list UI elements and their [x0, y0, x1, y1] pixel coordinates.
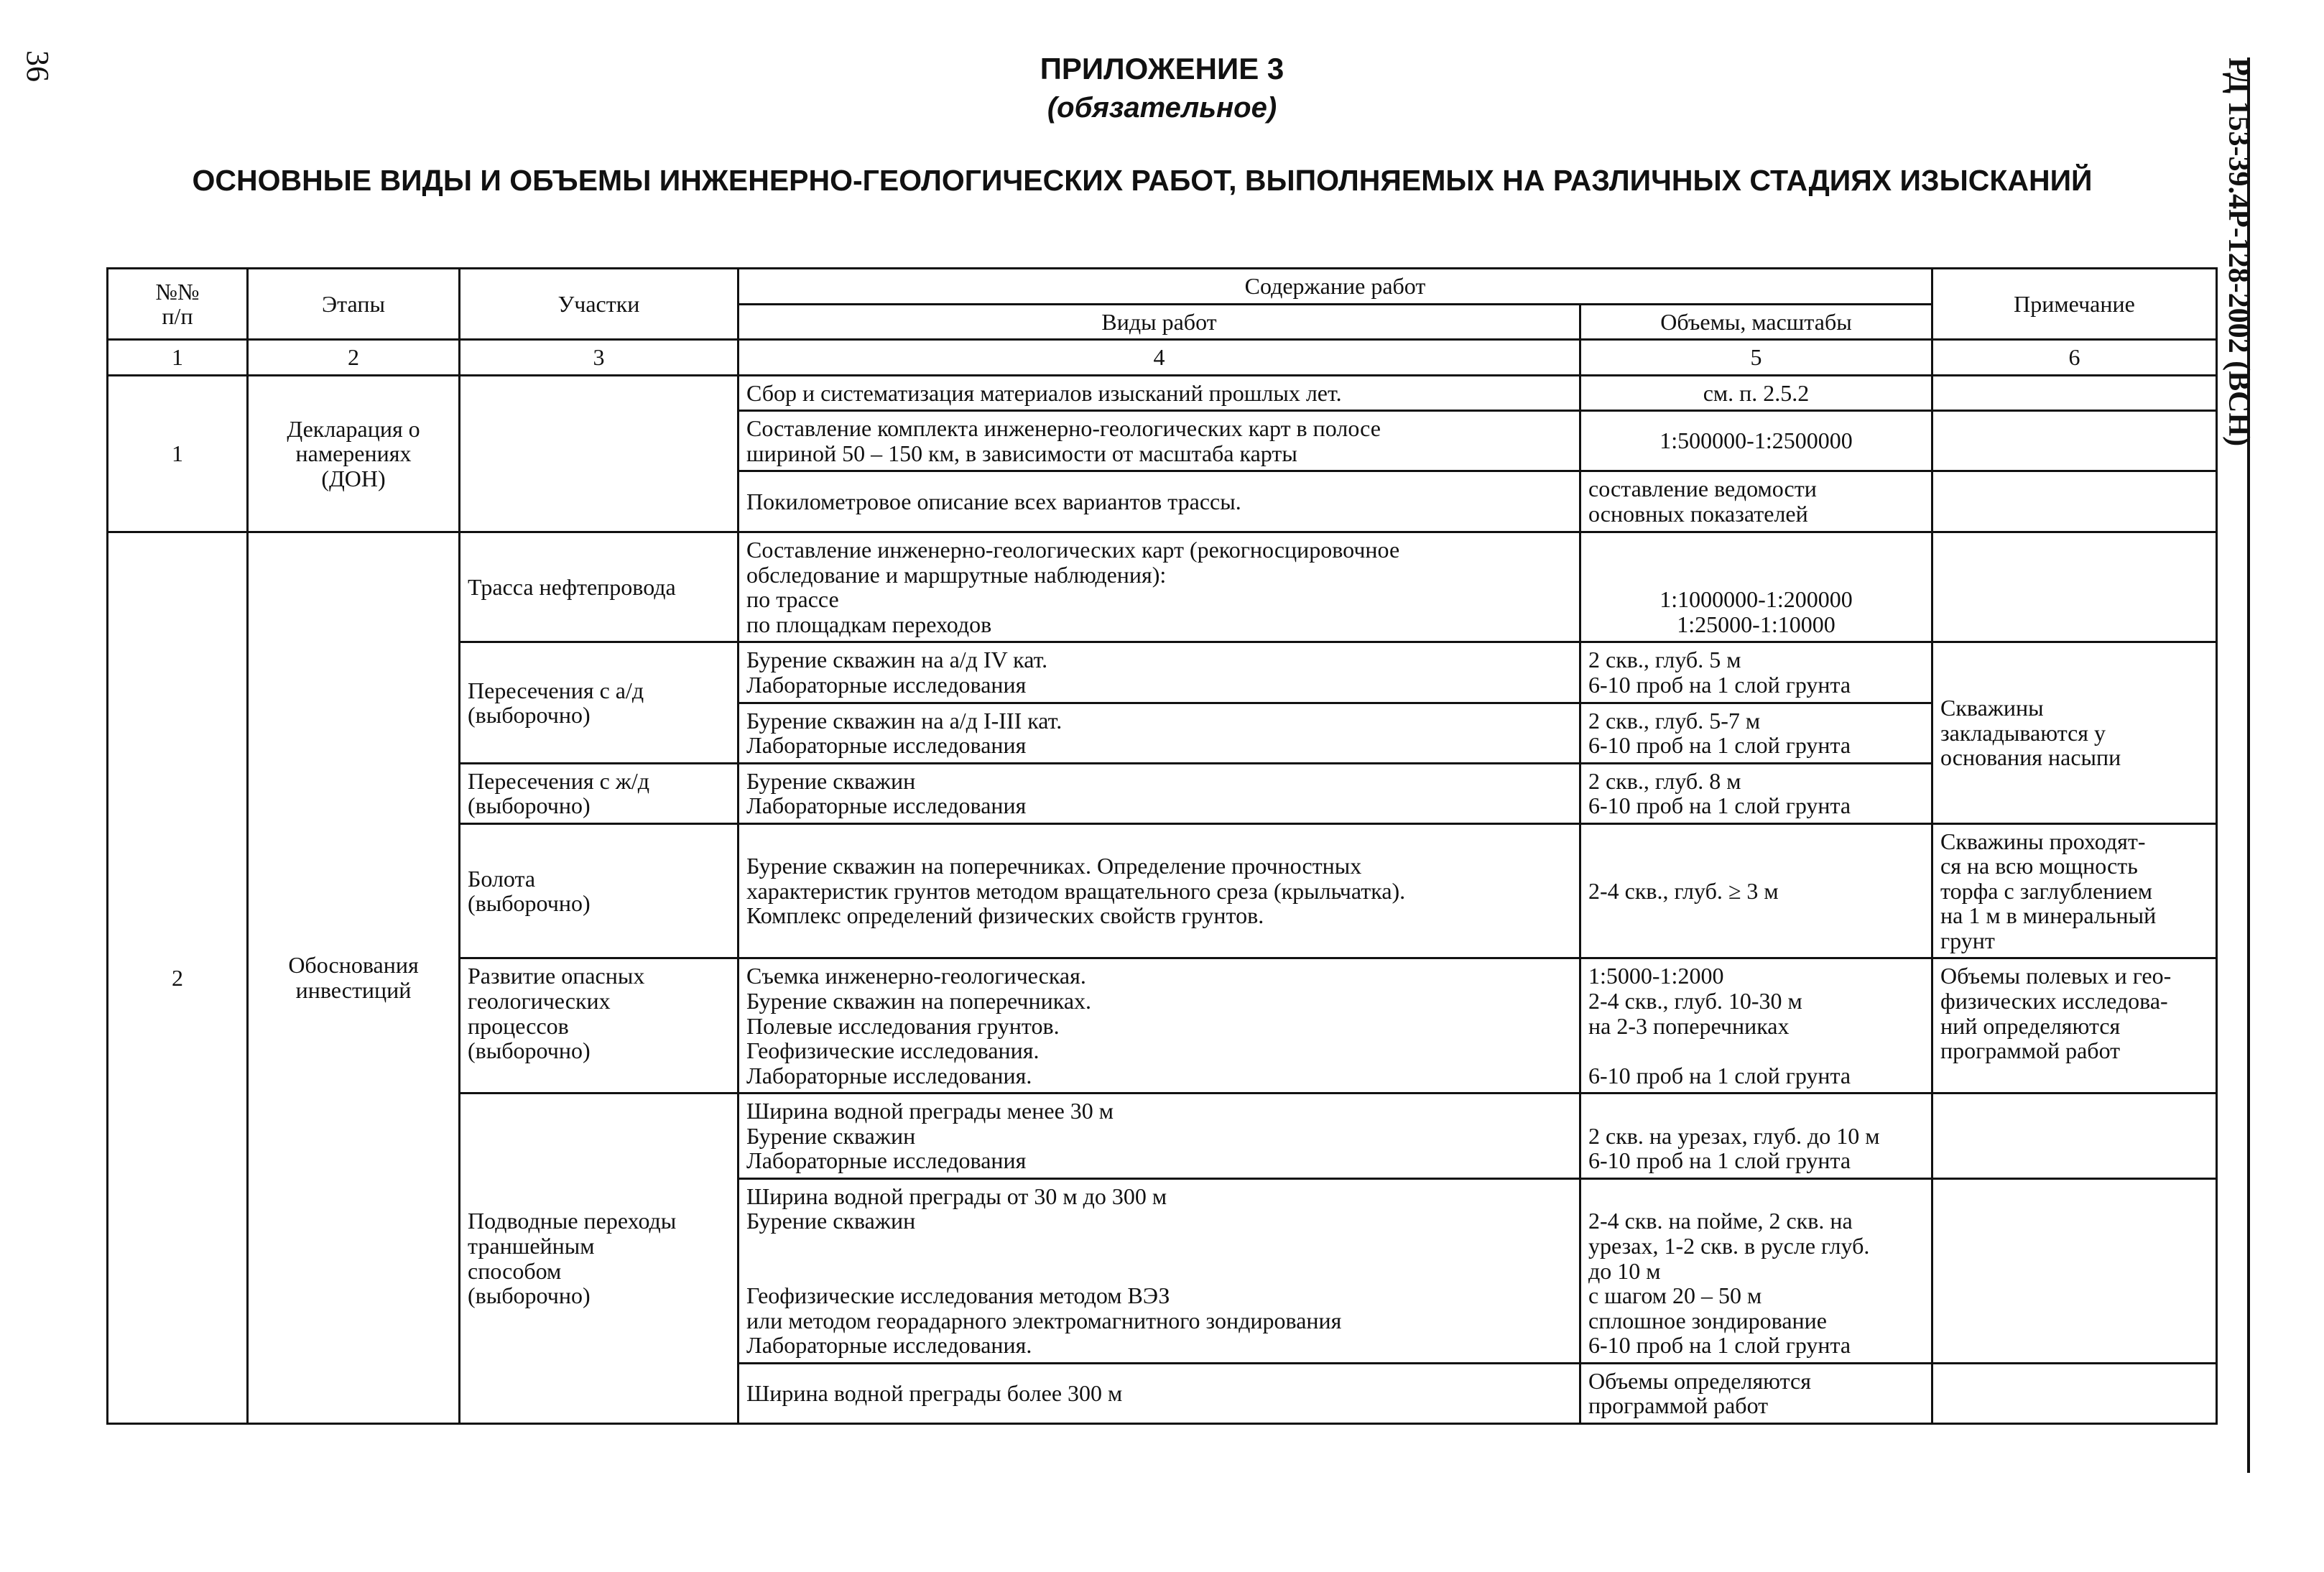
volume-cell: 2-4 скв., глуб. ≥ 3 м [1580, 823, 1932, 958]
row-site-empty [460, 375, 739, 532]
col-number: 3 [460, 340, 739, 376]
document-title: ОСНОВНЫЕ ВИДЫ И ОБЪЕМЫ ИНЖЕНЕРНО-ГЕОЛОГИЧЕСКИХ РАБОТ, ВЫПОЛНЯЕМЫХ НА РАЗЛИЧНЫХ СТАДИЯХ ИЗЫСКАНИЙ [192, 164, 2093, 197]
work-type-cell: Ширина водной преграды более 300 м [739, 1363, 1580, 1423]
note-cell: Скважины проходят- ся на всю мощность торфа с заглублением на 1 м в минеральный грунт [1932, 823, 2217, 958]
col-header-sites: Участки [460, 269, 739, 340]
row-site: Подводные переходы траншейным способом (выборочно) [460, 1094, 739, 1424]
note-cell [1932, 375, 2217, 411]
volume-cell: 2 скв., глуб. 5-7 м 6-10 проб на 1 слой грунта [1580, 703, 1932, 763]
note-cell [1932, 411, 2217, 471]
volume-cell: 2 скв., глуб. 5 м 6-10 проб на 1 слой грунта [1580, 642, 1932, 703]
volume-cell: см. п. 2.5.2 [1580, 375, 1932, 411]
work-type-cell: Покилометровое описание всех вариантов трассы. [739, 471, 1580, 532]
work-type-cell: Бурение скважин Лабораторные исследования [739, 763, 1580, 823]
volume-cell: 2-4 скв. на пойме, 2 скв. на урезах, 1-2 скв. в русле глуб. до 10 м с шагом 20 – 50 м сплошное зондирование 6-10 проб на 1 слой грунта [1580, 1178, 1932, 1363]
work-type-cell: Бурение скважин на поперечниках. Определение прочностных характеристик грунтов методом вращательного среза (крыльчатка). Комплекс определений физических свойств грунтов. [739, 823, 1580, 958]
col-header-content: Содержание работ [739, 269, 1932, 305]
col-number: 2 [248, 340, 460, 376]
work-type-cell: Съемка инженерно-геологическая. Бурение скважин на поперечниках. Полевые исследования грунтов. Геофизические исследования. Лабораторные исследования. [739, 958, 1580, 1094]
row-site: Пересечения с а/д (выборочно) [460, 642, 739, 763]
table-row [108, 532, 2217, 642]
volume-cell: 1:1000000-1:200000 1:25000-1:10000 [1580, 532, 1932, 642]
volume-cell: 2 скв., глуб. 8 м 6-10 проб на 1 слой грунта [1580, 763, 1932, 823]
work-type-cell: Бурение скважин на а/д I-III кат. Лабораторные исследования [739, 703, 1580, 763]
note-cell [1932, 471, 2217, 532]
table-row [108, 375, 2217, 411]
row-site: Болота (выборочно) [460, 823, 739, 958]
volume-cell: Объемы определяются программой работ [1580, 1363, 1932, 1423]
row-stage: Обоснования инвестиций [248, 532, 460, 1424]
row-site: Пересечения с ж/д (выборочно) [460, 763, 739, 823]
volume-cell: 1:500000-1:2500000 [1580, 411, 1932, 471]
col-header-note: Примечание [1932, 269, 2217, 340]
col-number: 6 [1932, 340, 2217, 376]
appendix-heading: ПРИЛОЖЕНИЕ 3 [1040, 52, 1284, 85]
col-number: 4 [739, 340, 1580, 376]
row-num: 2 [108, 532, 248, 1424]
work-type-cell: Ширина водной преграды от 30 м до 300 м Бурение скважин Геофизические исследования методом ВЭЗ или методом георадарного электромагнитного зондирования Лабораторные исследования. [739, 1178, 1580, 1363]
row-num: 1 [108, 375, 248, 532]
col-number: 5 [1580, 340, 1932, 376]
volume-cell: 2 скв. на урезах, глуб. до 10 м 6-10 проб на 1 слой грунта [1580, 1094, 1932, 1179]
note-cell: Скважины закладываются у основания насыпи [1932, 642, 2217, 823]
work-type-cell: Ширина водной преграды менее 30 м Бурение скважин Лабораторные исследования [739, 1094, 1580, 1179]
work-type-cell: Бурение скважин на а/д IV кат. Лабораторные исследования [739, 642, 1580, 703]
note-cell [1932, 1178, 2217, 1363]
col-header-num: №№ п/п [108, 269, 248, 340]
document-code: РД 153-39.4Р-128-2002 (ВСН) [2222, 57, 2255, 447]
col-header-work-types: Виды работ [739, 304, 1580, 340]
note-cell [1932, 1094, 2217, 1179]
col-header-stages: Этапы [248, 269, 460, 340]
row-site: Трасса нефтепровода [460, 532, 739, 642]
column-numbers-row [108, 340, 2217, 376]
volume-cell: 1:5000-1:2000 2-4 скв., глуб. 10-30 м на 2-3 поперечниках 6-10 проб на 1 слой грунта [1580, 958, 1932, 1094]
row-stage: Декларация о намерениях (ДОН) [248, 375, 460, 532]
row-site: Развитие опасных геологических процессов (выборочно) [460, 958, 739, 1094]
note-cell: Объемы полевых и гео- физических исследова- ний определяются программой работ [1932, 958, 2217, 1094]
col-number: 1 [108, 340, 248, 376]
work-type-cell: Составление комплекта инженерно-геологических карт в полосе шириной 50 – 150 км, в зависимости от масштаба карты [739, 411, 1580, 471]
work-type-cell: Сбор и систематизация материалов изысканий прошлых лет. [739, 375, 1580, 411]
header-row [108, 269, 2217, 305]
works-table [106, 267, 2218, 1425]
appendix-status: (обязательное) [1047, 92, 1277, 124]
page-number: 36 [20, 50, 55, 82]
col-header-volumes: Объемы, масштабы [1580, 304, 1932, 340]
note-cell [1932, 532, 2217, 642]
note-cell [1932, 1363, 2217, 1423]
volume-cell: составление ведомости основных показателей [1580, 471, 1932, 532]
work-type-cell: Составление инженерно-геологических карт (рекогносцировочное обследование и маршрутные наблюдения): по трассе по площадкам переходов [739, 532, 1580, 642]
